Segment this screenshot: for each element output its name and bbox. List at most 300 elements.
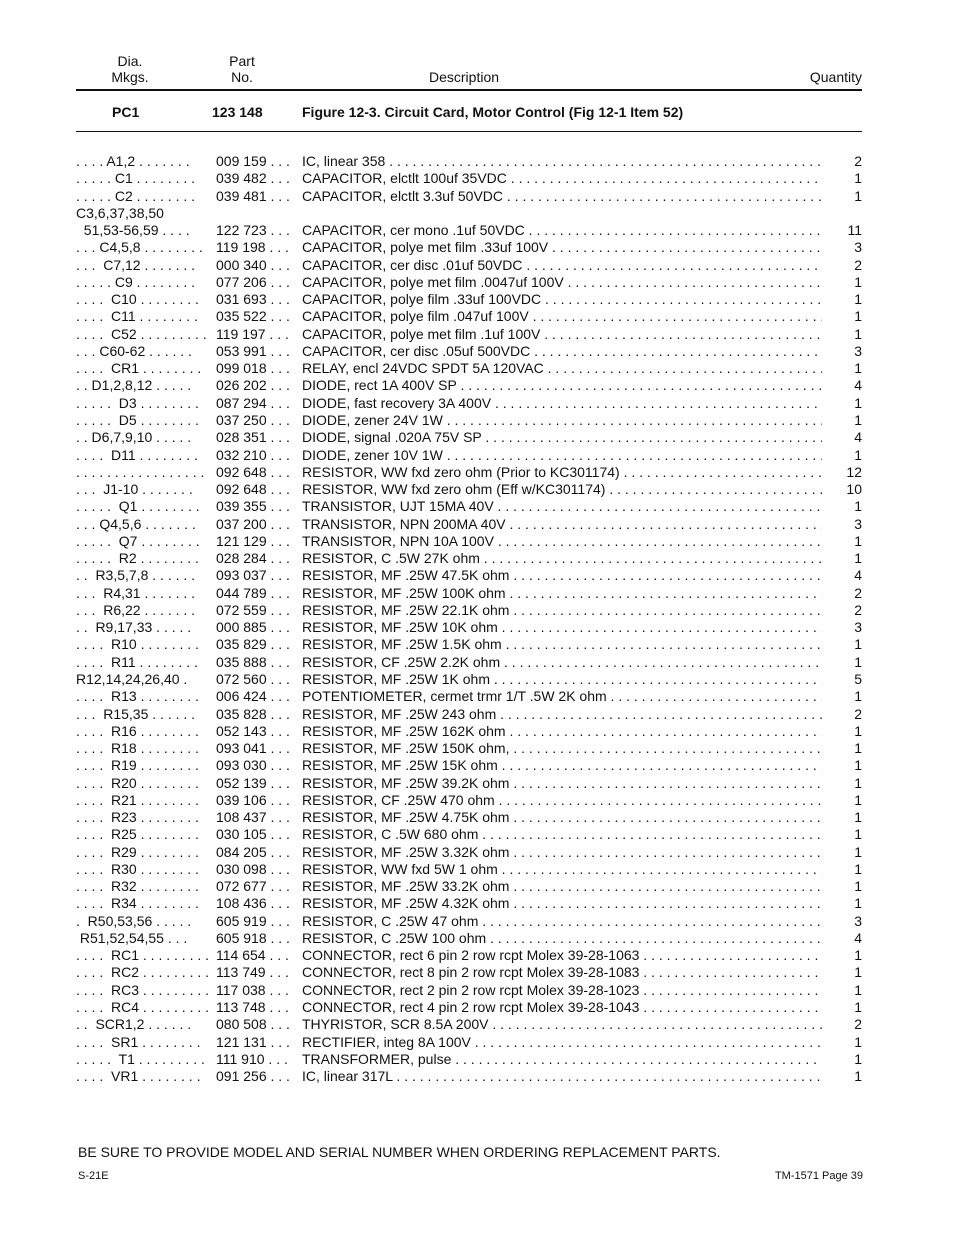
part-leader-dots: . . . — [266, 740, 290, 757]
dia-marking: . . R9,17,33 . . . . . — [76, 619, 192, 636]
quantity: 2 — [854, 153, 862, 169]
subheader-rule — [76, 131, 862, 132]
table-row — [76, 567, 862, 584]
part-description — [302, 274, 822, 291]
part-description — [302, 1034, 822, 1051]
part-description — [302, 585, 822, 602]
part-leader-dots: . . . — [266, 705, 290, 722]
part-number-text: 037 200 — [216, 515, 267, 532]
col-header-quantity: Quantity — [809, 69, 862, 85]
part-number-text: 039 106 — [216, 791, 267, 808]
dia-marking: . . . C4,5,8 . . . . . . . . — [76, 239, 203, 256]
part-number — [216, 982, 302, 999]
part-leader-dots: . . . — [266, 429, 290, 446]
part-description — [302, 654, 822, 671]
dia-marking: . . . . D11 . . . . . . . . — [76, 446, 198, 463]
col-header-dia-mkgs: Dia. Mkgs. — [111, 53, 149, 85]
quantity: 1 — [854, 308, 862, 325]
quantity: 1 — [854, 1050, 862, 1067]
part-leader-dots: . . . — [266, 481, 290, 498]
dia-marking: . . . . CR1 . . . . . . . . — [76, 360, 202, 377]
table-row — [76, 360, 862, 377]
quantity: 1 — [854, 722, 862, 739]
part-number — [216, 308, 302, 325]
part-leader-dots: . . . — [266, 273, 290, 290]
quantity: 4 — [854, 429, 862, 446]
dia-marking: . . . . C52 . . . . . . . . . — [76, 325, 207, 342]
part-number — [216, 498, 302, 515]
dia-marking: . . . . R34 . . . . . . . . — [76, 895, 199, 912]
part-number-text: 077 206 — [216, 273, 267, 290]
quantity: 1 — [854, 895, 862, 912]
part-number — [216, 844, 302, 861]
quantity: 1 — [854, 688, 862, 705]
part-number — [216, 636, 302, 653]
part-number-text: 113 749 — [216, 964, 266, 981]
part-description-text: CAPACITOR, cer disc .01uf 50VDC — [302, 256, 523, 273]
table-row — [76, 153, 862, 170]
part-number-text: 108 436 — [216, 895, 267, 912]
part-description — [302, 982, 822, 999]
part-number — [216, 740, 302, 757]
dia-marking: . . . . R32 . . . . . . . . — [76, 878, 199, 895]
part-number-text: 030 098 — [216, 860, 267, 877]
dia-marking: . . . . R20 . . . . . . . . — [76, 774, 199, 791]
quantity: 1 — [854, 826, 862, 843]
part-description — [302, 481, 822, 498]
part-number-text: 093 037 — [216, 567, 267, 584]
dia-marking: . . D6,7,9,10 . . . . . — [76, 429, 192, 446]
part-leader-dots: . . . — [266, 843, 290, 860]
part-description — [302, 723, 822, 740]
part-description-text: IC, linear 358 — [302, 153, 386, 169]
table-row — [76, 861, 862, 878]
dia-marking: . . . . A1,2 . . . . . . . — [76, 153, 190, 169]
part-leader-dots: . . . — [266, 1033, 290, 1050]
part-number — [216, 895, 302, 912]
table-row — [76, 792, 862, 809]
dia-marking: . . . . R18 . . . . . . . . — [76, 740, 199, 757]
part-number-text: 052 139 — [216, 774, 267, 791]
part-description-text: DIODE, zener 24V 1W — [302, 411, 443, 428]
table-row — [76, 308, 862, 325]
part-leader-dots: . . . — [266, 498, 290, 515]
part-number-text: 093 041 — [216, 740, 267, 757]
part-description-text: CAPACITOR, polye film .33uf 100VDC — [302, 291, 542, 308]
ordering-note: BE SURE TO PROVIDE MODEL AND SERIAL NUMBER WHEN ORDERING REPLACEMENT PARTS. — [78, 1144, 721, 1160]
part-leader-dots: . . . — [266, 342, 290, 359]
part-description-text: DIODE, signal .020A 75V SP — [302, 429, 482, 446]
dia-marking: . . . . RC3 . . . . . . . . . — [76, 981, 210, 998]
part-number-text: 030 105 — [216, 826, 267, 843]
dia-marking: . . . . R10 . . . . . . . . — [76, 636, 199, 653]
part-description — [302, 947, 822, 964]
quantity: 1 — [854, 532, 862, 549]
part-description — [302, 861, 822, 878]
part-number-text: 605 919 — [216, 912, 267, 929]
part-description-text: RESISTOR, MF .25W 4.32K ohm — [302, 895, 510, 912]
table-row — [76, 1016, 862, 1033]
quantity: 4 — [854, 377, 862, 394]
part-description — [302, 550, 822, 567]
part-leader-dots: . . . — [266, 584, 290, 601]
table-row — [76, 447, 862, 464]
part-description-text: RESISTOR, MF .25W 150K ohm, — [302, 740, 510, 757]
table-row — [76, 964, 862, 981]
part-number-text: 091 256 — [216, 1068, 267, 1085]
part-description-text: RESISTOR, MF .25W 1.5K ohm — [302, 636, 502, 653]
part-leader-dots: . . . — [266, 809, 290, 826]
quantity: 1 — [854, 964, 862, 981]
table-row — [76, 619, 862, 636]
table-row — [76, 257, 862, 274]
part-description-text: RESISTOR, MF .25W 22.1K ohm — [302, 601, 510, 618]
col-header-description: Description — [428, 69, 500, 85]
part-leader-dots: . . . — [266, 757, 290, 774]
part-description-text: RESISTOR, MF .25W 33.2K ohm — [302, 878, 510, 895]
part-number-text: 009 159 — [216, 153, 267, 169]
part-description-text: RESISTOR, WW fxd zero ohm (Prior to KC301174) — [302, 463, 620, 480]
part-description — [302, 239, 822, 256]
part-description — [302, 706, 822, 723]
part-description-text: RESISTOR, C .5W 27K ohm — [302, 550, 480, 567]
part-description-text: IC, linear 317L — [302, 1068, 393, 1085]
part-number-text: 111 910 — [216, 1050, 265, 1067]
table-row — [76, 533, 862, 550]
part-number-text: 099 018 — [216, 360, 267, 377]
part-description-text: RESISTOR, MF .25W 243 ohm — [302, 705, 497, 722]
table-row — [76, 464, 862, 481]
assembly-marking: PC1 — [112, 104, 140, 120]
dia-marking: . . . . R21 . . . . . . . . — [76, 791, 199, 808]
part-number — [216, 188, 302, 205]
part-leader-dots: . . . — [266, 463, 290, 480]
part-number — [216, 688, 302, 705]
quantity: 1 — [854, 809, 862, 826]
part-leader-dots: . . . — [265, 325, 289, 342]
part-number-text: 028 284 — [216, 550, 267, 567]
part-leader-dots: . . . — [266, 1016, 290, 1033]
quantity: 10 — [846, 481, 862, 498]
table-row — [76, 222, 862, 239]
part-description — [302, 291, 822, 308]
quantity: 1 — [854, 170, 862, 187]
dia-marking: R12,14,24,26,40 . — [76, 670, 188, 687]
quantity: 1 — [854, 636, 862, 653]
part-description-text: RESISTOR, CF .25W 470 ohm — [302, 791, 495, 808]
table-row — [76, 326, 862, 343]
dia-marking: . . . C60-62 . . . . . . — [76, 342, 192, 359]
part-leader-dots: . . . — [265, 981, 289, 998]
table-row — [76, 930, 862, 947]
part-description — [302, 826, 822, 843]
table-row — [76, 429, 862, 446]
dia-marking: . . . . C10 . . . . . . . . — [76, 291, 199, 308]
part-leader-dots: . . . — [266, 653, 290, 670]
part-number — [216, 274, 302, 291]
table-row — [76, 343, 862, 360]
table-row — [76, 826, 862, 843]
dia-marking: . . . . RC2 . . . . . . . . . — [76, 964, 210, 981]
quantity: 3 — [854, 619, 862, 636]
part-description-text: RESISTOR, MF .25W 162K ohm — [302, 722, 506, 739]
part-number-text: 092 648 — [216, 481, 267, 498]
part-description-text: CONNECTOR, rect 8 pin 2 row rcpt Molex 39-28-1083 — [302, 964, 640, 981]
part-number-text: 035 522 — [216, 308, 267, 325]
part-number-text: 072 560 — [216, 670, 267, 687]
part-number-text: 026 202 — [216, 377, 267, 394]
quantity: 1 — [854, 981, 862, 998]
dia-marking: C3,6,37,38,50 — [76, 204, 164, 221]
part-leader-dots: . . . — [265, 964, 289, 981]
part-description-text: TRANSISTOR, NPN 200MA 40V — [302, 515, 506, 532]
part-leader-dots: . . . — [266, 722, 290, 739]
part-number-text: 006 424 — [216, 688, 267, 705]
part-leader-dots: . . . — [266, 878, 290, 895]
part-description — [302, 602, 822, 619]
quantity: 11 — [847, 222, 862, 239]
part-description — [302, 412, 822, 429]
part-number-text: 037 250 — [216, 411, 267, 428]
part-number — [216, 447, 302, 464]
part-number-text: 032 210 — [216, 446, 267, 463]
footer-left-code: S-21E — [78, 1170, 109, 1182]
part-description-text: CONNECTOR, rect 2 pin 2 row rcpt Molex 39-28-1023 — [302, 981, 640, 998]
dia-marking: . . . . SR1 . . . . . . . . — [76, 1033, 201, 1050]
part-number-text: 108 437 — [216, 809, 267, 826]
dia-marking: . . . . . D5 . . . . . . . . — [76, 411, 199, 428]
part-description — [302, 153, 822, 170]
dia-marking: . . . . . C2 . . . . . . . . — [76, 187, 196, 204]
part-leader-dots: . . . — [266, 394, 290, 411]
part-number — [216, 619, 302, 636]
part-number — [216, 222, 302, 239]
part-number — [216, 947, 302, 964]
dia-marking: . . . . . D3 . . . . . . . . — [76, 394, 199, 411]
part-number — [216, 878, 302, 895]
part-number — [216, 257, 302, 274]
dia-marking: . . . R6,22 . . . . . . . — [76, 601, 196, 618]
part-description-text: RESISTOR, MF .25W 1K ohm — [302, 670, 491, 687]
part-number — [216, 343, 302, 360]
part-description-text: RESISTOR, C .5W 680 ohm — [302, 826, 479, 843]
quantity: 4 — [854, 929, 862, 946]
table-row — [76, 878, 862, 895]
dia-marking: . . . C7,12 . . . . . . . — [76, 256, 196, 273]
quantity: 1 — [854, 757, 862, 774]
part-number-text: 080 508 — [216, 1016, 267, 1033]
table-row — [76, 688, 862, 705]
footer-page-number: TM-1571 Page 39 — [774, 1170, 863, 1182]
table-row — [76, 947, 862, 964]
table-row — [76, 723, 862, 740]
part-leader-dots: . . . — [266, 619, 290, 636]
part-number-text: 121 129 — [216, 532, 267, 549]
part-leader-dots: . . . — [266, 550, 290, 567]
dia-marking: . . . . R19 . . . . . . . . — [76, 757, 199, 774]
part-description-text: RESISTOR, MF .25W 10K ohm — [302, 619, 498, 636]
part-leader-dots: . . . — [266, 222, 290, 239]
table-row — [76, 654, 862, 671]
quantity: 1 — [854, 774, 862, 791]
table-row — [76, 757, 862, 774]
table-row — [76, 498, 862, 515]
part-leader-dots: . . . — [266, 153, 290, 169]
part-description-text: RELAY, encl 24VDC SPDT 5A 120VAC — [302, 360, 544, 377]
quantity: 4 — [854, 567, 862, 584]
part-description-text: CAPACITOR, elctlt 3.3uf 50VDC — [302, 187, 503, 204]
part-number-text: 122 723 — [216, 222, 267, 239]
quantity: 1 — [854, 653, 862, 670]
quantity: 2 — [854, 1016, 862, 1033]
part-number — [216, 671, 302, 688]
table-row — [76, 775, 862, 792]
part-leader-dots: . . . — [266, 170, 290, 187]
part-description — [302, 964, 822, 981]
part-description — [302, 429, 822, 446]
part-description-text: CONNECTOR, rect 6 pin 2 row rcpt Molex 39-28-1063 — [302, 947, 640, 964]
part-leader-dots: . . . — [265, 999, 289, 1016]
part-description-text: DIODE, zener 10V 1W — [302, 446, 443, 463]
parts-list — [76, 153, 862, 1085]
quantity: 1 — [854, 1068, 862, 1085]
part-leader-dots: . . . — [266, 1068, 290, 1085]
part-number-text: 039 355 — [216, 498, 267, 515]
quantity: 1 — [854, 273, 862, 290]
part-description-text: RESISTOR, MF .25W 47.5K ohm — [302, 567, 510, 584]
part-description — [302, 447, 822, 464]
part-number — [216, 360, 302, 377]
table-row — [76, 1068, 862, 1085]
part-leader-dots: . . . — [266, 895, 290, 912]
part-number — [216, 1034, 302, 1051]
part-number-text: 605 918 — [216, 929, 267, 946]
part-number-text: 093 030 — [216, 757, 267, 774]
dia-marking: . . . . . C9 . . . . . . . . — [76, 273, 196, 290]
part-description — [302, 377, 822, 394]
part-description — [302, 792, 822, 809]
table-row — [76, 377, 862, 394]
figure-title: Figure 12-3. Circuit Card, Motor Control (Fig 12-1 Item 52) — [302, 104, 684, 120]
dia-marking: . . . . C11 . . . . . . . . — [76, 308, 198, 325]
quantity: 1 — [854, 740, 862, 757]
part-description-text: CONNECTOR, rect 4 pin 2 row rcpt Molex 39-28-1043 — [302, 999, 640, 1016]
part-number-text: 031 693 — [216, 291, 267, 308]
quantity: 2 — [854, 601, 862, 618]
quantity: 1 — [854, 860, 862, 877]
part-leader-dots: . . . — [266, 636, 290, 653]
part-number — [216, 964, 302, 981]
part-description — [302, 222, 822, 239]
table-row — [76, 982, 862, 999]
part-leader-dots: . . . — [266, 929, 290, 946]
quantity: 1 — [854, 999, 862, 1016]
part-description — [302, 257, 822, 274]
part-number-text: 000 885 — [216, 619, 267, 636]
part-description-text: TRANSFORMER, pulse — [302, 1050, 452, 1067]
part-number — [216, 809, 302, 826]
dia-marking: . R50,53,56 . . . . . — [76, 912, 192, 929]
quantity: 1 — [854, 878, 862, 895]
part-description-text: POTENTIOMETER, cermet trmr 1/T .5W 2K ohm — [302, 688, 607, 705]
part-leader-dots: . . . — [266, 377, 290, 394]
part-description — [302, 636, 822, 653]
part-number — [216, 516, 302, 533]
quantity: 2 — [854, 584, 862, 601]
part-number-text: 113 748 — [216, 999, 266, 1016]
part-description-text: TRANSISTOR, UJT 15MA 40V — [302, 498, 494, 515]
part-description-text: THYRISTOR, SCR 8.5A 200V — [302, 1016, 489, 1033]
col-header-part-no: Part No. — [229, 53, 255, 85]
quantity: 1 — [854, 187, 862, 204]
part-number — [216, 775, 302, 792]
table-row — [76, 999, 862, 1016]
table-row — [76, 205, 862, 222]
table-row — [76, 844, 862, 861]
dia-marking: . . . . RC1 . . . . . . . . . — [76, 947, 210, 964]
part-leader-dots: . . . — [266, 912, 290, 929]
part-leader-dots: . . . — [266, 187, 290, 204]
dia-marking: . . . . R29 . . . . . . . . — [76, 843, 199, 860]
part-description-text: RESISTOR, WW fxd zero ohm (Eff w/KC301174) — [302, 481, 606, 498]
part-description — [302, 688, 822, 705]
part-description-text: CAPACITOR, polye met film .33uf 100V — [302, 239, 549, 256]
part-description-text: RESISTOR, MF .25W 15K ohm — [302, 757, 498, 774]
table-row — [76, 395, 862, 412]
part-number — [216, 1051, 302, 1068]
part-number-text: 052 143 — [216, 722, 267, 739]
part-number-text: 072 677 — [216, 878, 267, 895]
part-description — [302, 567, 822, 584]
quantity: 1 — [854, 446, 862, 463]
quantity: 1 — [854, 947, 862, 964]
part-description-text: RESISTOR, CF .25W 2.2K ohm — [302, 653, 501, 670]
dia-marking: . . R3,5,7,8 . . . . . . — [76, 567, 196, 584]
table-row — [76, 636, 862, 653]
part-leader-dots: . . . — [266, 860, 290, 877]
part-description — [302, 844, 822, 861]
part-description-text: RESISTOR, C .25W 47 ohm — [302, 912, 479, 929]
part-number — [216, 326, 302, 343]
dia-marking: . . . . . T1 . . . . . . . . . — [76, 1050, 205, 1067]
part-leader-dots: . . . — [266, 291, 290, 308]
part-description — [302, 999, 822, 1016]
part-number — [216, 1068, 302, 1085]
part-number — [216, 550, 302, 567]
part-description — [302, 895, 822, 912]
dia-marking: . . . . R25 . . . . . . . . — [76, 826, 199, 843]
part-number-text: 119 198 — [216, 239, 266, 256]
part-number-text: 114 654 — [216, 947, 266, 964]
part-number-text: 072 559 — [216, 601, 267, 618]
part-description — [302, 343, 822, 360]
part-number-text: 035 828 — [216, 705, 267, 722]
part-description-text: RESISTOR, MF .25W 100K ohm — [302, 584, 506, 601]
part-description — [302, 671, 822, 688]
quantity: 1 — [854, 411, 862, 428]
dia-marking: . . . R15,35 . . . . . . — [76, 705, 196, 722]
part-description-text: DIODE, fast recovery 3A 400V — [302, 394, 492, 411]
part-description — [302, 1068, 822, 1085]
table-row — [76, 740, 862, 757]
part-number-text: 119 197 — [216, 325, 266, 342]
dia-marking: . . . . R13 . . . . . . . . — [76, 688, 199, 705]
table-row — [76, 516, 862, 533]
dia-marking: . . SCR1,2 . . . . . . — [76, 1016, 192, 1033]
part-number — [216, 757, 302, 774]
part-description-text: CAPACITOR, elctlt 100uf 35VDC — [302, 170, 507, 187]
table-row — [76, 706, 862, 723]
